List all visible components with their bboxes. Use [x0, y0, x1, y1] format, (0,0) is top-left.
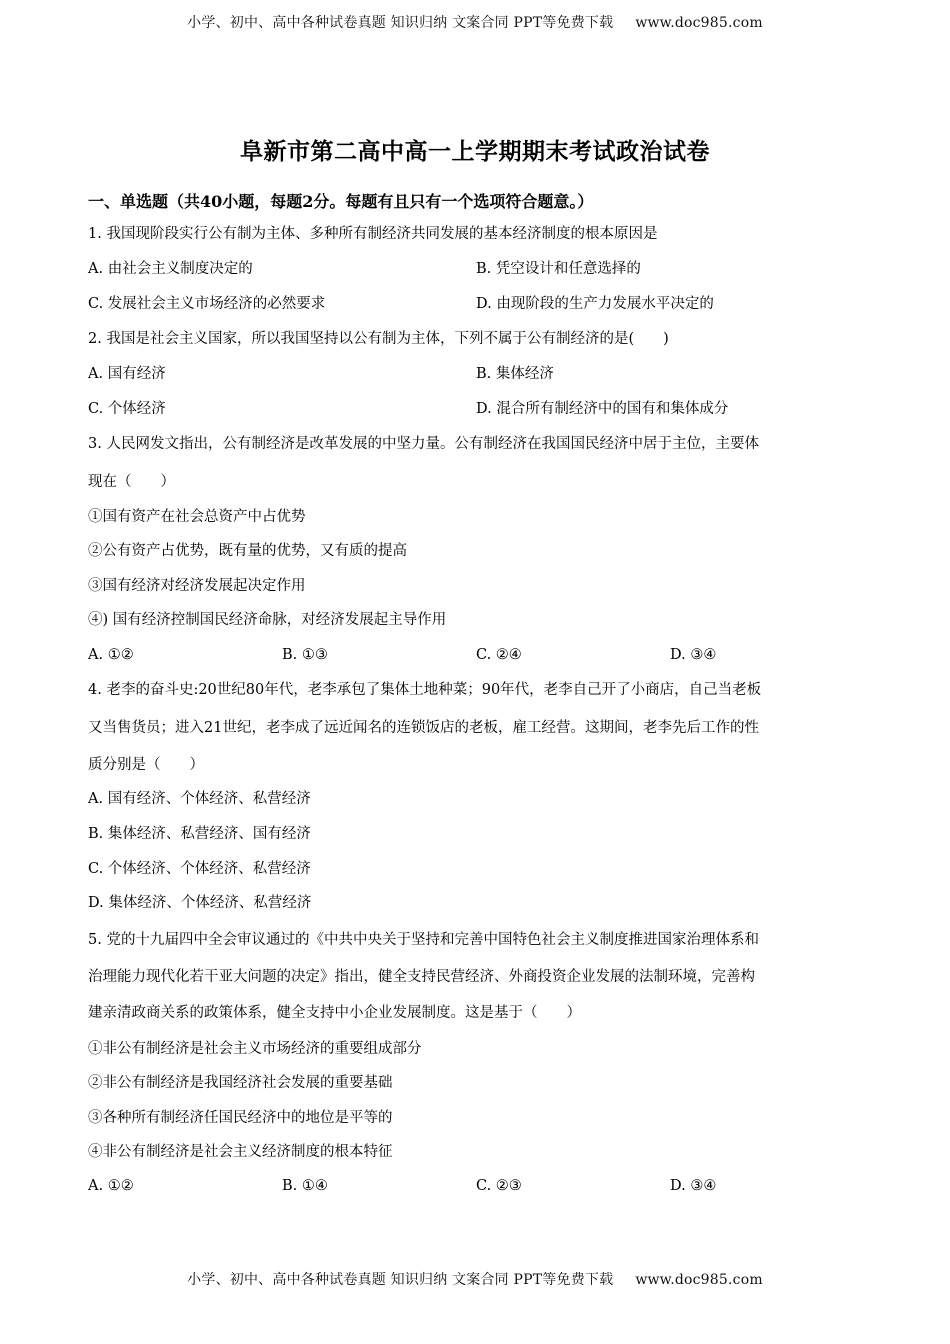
q5-statement-3: ③各种所有制经济任国民经济中的地位是平等的 — [88, 1110, 393, 1126]
question-5-stem-line-1: 5. 党的十九届四中全会审议通过的《中共中央关于坚持和完善中国特色社会主义制度推进国家治理体系和 — [88, 932, 759, 948]
q4-option-c[interactable]: C. 个体经济、个体经济、私营经济 — [88, 861, 311, 877]
q4-option-d[interactable]: D. 集体经济、个体经济、私营经济 — [88, 895, 312, 911]
q3-statement-2: ②公有资产占优势，既有量的优势，又有质的提高 — [88, 543, 407, 559]
question-4-stem-line-1: 4. 老李的奋斗史:20世纪80年代，老李承包了集体土地种菜；90年代，老李自己开了小商店，自己当老板 — [88, 682, 762, 698]
q3-option-c[interactable]: C. ②④ — [476, 647, 522, 663]
question-1-stem: 1. 我国现阶段实行公有制为主体、多种所有制经济共同发展的基本经济制度的根本原因是 — [88, 226, 658, 242]
q2-option-d[interactable]: D. 混合所有制经济中的国有和集体成分 — [476, 401, 729, 417]
q4-option-a[interactable]: A. 国有经济、个体经济、私营经济 — [88, 791, 311, 807]
q5-option-c[interactable]: C. ②③ — [476, 1178, 522, 1194]
q5-option-a[interactable]: A. ①② — [88, 1178, 134, 1194]
q3-option-b[interactable]: B. ①③ — [282, 647, 328, 663]
page-header — [0, 12, 950, 32]
q2-option-b[interactable]: B. 集体经济 — [476, 366, 554, 382]
q5-statement-4: ④非公有制经济是社会主义经济制度的根本特征 — [88, 1144, 393, 1160]
q3-statement-4: ④) 国有经济控制国民经济命脉，对经济发展起主导作用 — [88, 612, 447, 628]
footer-text: 小学、初中、高中各种试卷真题 知识归纳 文案合同 PPT等免费下载 — [187, 1272, 614, 1288]
question-5-stem-line-3: 建亲清政商关系的政策体系，健全支持中小企业发展制度。这是基于（ ） — [88, 1005, 581, 1021]
q2-option-c[interactable]: C. 个体经济 — [88, 401, 166, 417]
q4-option-b[interactable]: B. 集体经济、私营经济、国有经济 — [88, 826, 311, 842]
question-4-stem-line-3: 质分别是（ ） — [88, 757, 204, 773]
question-5-stem-line-2: 治理能力现代化若干亚大问题的决定》指出，健全支持民营经济、外商投资企业发展的法制环境，完善构 — [88, 969, 755, 985]
q1-option-c[interactable]: C. 发展社会主义市场经济的必然要求 — [88, 296, 326, 312]
q1-option-d[interactable]: D. 由现阶段的生产力发展水平决定的 — [476, 296, 714, 312]
section-heading: 一、单选题（共40小题，每题2分。每题有且只有一个选项符合题意。） — [88, 192, 594, 211]
q5-statement-2: ②非公有制经济是我国经济社会发展的重要基础 — [88, 1075, 393, 1091]
footer-site-link[interactable]: www.doc985.com — [635, 1272, 763, 1288]
question-3-stem-line-2: 现在（ ） — [88, 474, 175, 490]
question-4-stem-line-2: 又当售货员；进入21世纪，老李成了远近闻名的连锁饭店的老板，雇工经营。这期间，老李先后工作的性 — [88, 720, 759, 736]
q5-option-d[interactable]: D. ③④ — [670, 1178, 717, 1194]
question-2-stem: 2. 我国是社会主义国家，所以我国坚持以公有制为主体，下列不属于公有制经济的是( ) — [88, 331, 669, 347]
header-text: 小学、初中、高中各种试卷真题 知识归纳 文案合同 PPT等免费下载 — [187, 15, 614, 31]
q2-option-a[interactable]: A. 国有经济 — [88, 366, 166, 382]
q3-statement-3: ③国有经济对经济发展起决定作用 — [88, 578, 306, 594]
header-site-link[interactable]: www.doc985.com — [635, 15, 763, 31]
q3-statement-1: ①国有资产在社会总资产中占优势 — [88, 509, 306, 525]
q3-option-d[interactable]: D. ③④ — [670, 647, 717, 663]
page-title: 阜新市第二高中高一上学期期末考试政治试卷 — [240, 138, 710, 165]
q5-option-b[interactable]: B. ①④ — [282, 1178, 328, 1194]
q1-option-b[interactable]: B. 凭空设计和任意选择的 — [476, 261, 641, 277]
q1-option-a[interactable]: A. 由社会主义制度决定的 — [88, 261, 253, 277]
question-3-stem-line-1: 3. 人民网发文指出，公有制经济是改革发展的中坚力量。公有制经济在我国国民经济中居于主位，主要体 — [88, 436, 759, 452]
q5-statement-1: ①非公有制经济是社会主义市场经济的重要组成部分 — [88, 1041, 422, 1057]
page-footer — [0, 1269, 950, 1289]
q3-option-a[interactable]: A. ①② — [88, 647, 134, 663]
